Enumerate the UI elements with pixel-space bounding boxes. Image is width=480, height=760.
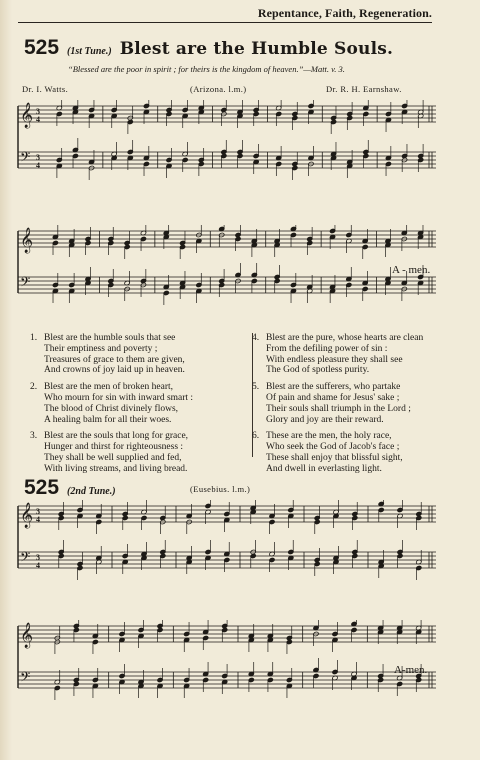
- time-signature: 3: [36, 153, 40, 162]
- hymn-a-system-1: [16, 100, 440, 196]
- hymn-a-title: Blest are the Humble Souls.: [119, 39, 394, 59]
- hymn-b-tune-name: (Eusebius. l.m.): [190, 484, 251, 494]
- hymn-a-system-2: [16, 225, 440, 321]
- treble-clef-icon: 𝄞: [20, 103, 34, 128]
- bass-clef-icon: 𝄢: [20, 274, 31, 293]
- hymn-a-tune-name: (Arizona. l.m.): [190, 84, 247, 94]
- verse-3: 3. Blest are the souls that long for grace, Hunger and thirst for righteousness : They shall be well supplied and fed, With living streams, and living bread.: [30, 431, 189, 474]
- bass-clef-icon: 𝄢: [20, 149, 31, 168]
- verse-4: 4. Blest are the pure, whose hearts are clean From the defiling power of sin : With endless pleasure they shall see The God of spotless purity.: [252, 333, 424, 376]
- bass-clef-icon: 𝄢: [20, 549, 31, 568]
- time-signature: 3: [36, 553, 40, 562]
- treble-clef-icon: 𝄞: [20, 228, 34, 253]
- verse-1: 1. Blest are the humble souls that see Their emptiness and poverty ; Treasures of grace to them are given, And crowns of joy laid up in heaven.: [30, 333, 185, 376]
- verses-left-column: [30, 333, 193, 475]
- time-signature: 4: [36, 115, 40, 124]
- treble-clef-icon: 𝄞: [20, 503, 34, 528]
- time-signature: 3: [36, 507, 40, 516]
- time-signature: 3: [36, 107, 40, 116]
- hymn-a-epigraph: “Blessed are the poor in spirit ; for theirs is the kingdom of heaven.”—Matt. v. 3.: [68, 64, 345, 74]
- hymn-a-author: Dr. I. Watts.: [22, 84, 69, 94]
- hymn-a-heading: [24, 36, 393, 60]
- bass-clef-icon: 𝄢: [20, 669, 31, 688]
- hymn-a-composer: Dr. R. H. Earnshaw.: [326, 84, 402, 94]
- verses-right-column: [252, 333, 423, 475]
- page-edge-shadow: [0, 0, 12, 760]
- hymn-b-heading: [24, 476, 116, 500]
- hymn-a-tune-tag: (1st Tune.): [67, 46, 112, 57]
- section-header: Repentance, Faith, Regeneration.: [257, 6, 432, 20]
- hymn-b-system-1: [16, 500, 440, 596]
- hymn-b-number: 525: [24, 476, 60, 499]
- time-signature: 4: [36, 561, 40, 570]
- verse-6: 6. These are the men, the holy race, Who seek the God of Jacob's face ; These shall enjoy that blissful sight, And dwell in everlasting light.: [252, 431, 403, 474]
- hymn-a-amen: A - men.: [392, 264, 431, 276]
- verse-2: 2. Blest are the men of broken heart, Who mourn for sin with inward smart : The blood of Christ divinely flows, A healing balm for all their woes.: [30, 382, 194, 425]
- time-signature: 4: [36, 515, 40, 524]
- time-signature: 4: [36, 161, 40, 170]
- hymn-b-tune-tag: (2nd Tune.): [67, 486, 116, 497]
- hymn-a-number: 525: [24, 36, 60, 59]
- header-rule: [18, 22, 432, 23]
- verse-5: 5. Blest are the sufferers, who partake Of pain and shame for Jesus' sake ; Their souls shall triumph in the Lord ; Glory and joy are their reward.: [252, 382, 411, 425]
- hymn-b-amen: A-men.: [394, 664, 428, 676]
- treble-clef-icon: 𝄞: [20, 623, 34, 648]
- hymn-b-system-2: [16, 620, 440, 716]
